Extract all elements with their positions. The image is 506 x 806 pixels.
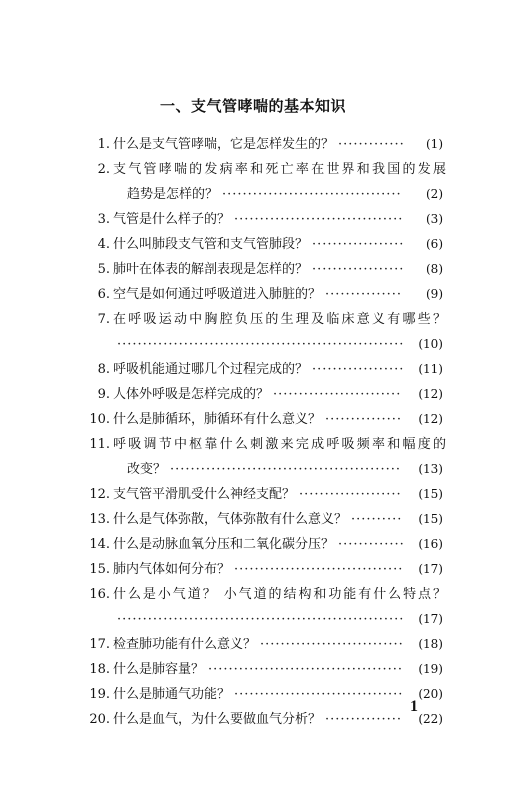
toc-page-ref: (17) [418,612,443,626]
leader-dots: ································· [234,562,404,577]
toc-entry [0,382,506,407]
toc-entry-title: 检查肺功能有什么意义？ [113,637,257,652]
toc-entry-title: 什么是支气管哮喘，它是怎样发生的？ [113,137,335,152]
toc-entry-number: 2. [97,162,110,177]
leader-dots: ································· [234,212,404,227]
leader-dots: ························································ [117,337,405,352]
toc-entry [0,707,506,732]
toc-entry [0,307,506,357]
leader-dots: ······································ [208,662,404,677]
toc-entry-title: 改变？ [127,462,167,477]
toc-entry [0,432,506,482]
toc-entry [0,157,506,207]
toc-page-ref: (12) [418,412,443,426]
toc-entry-number: 3. [97,212,110,227]
toc-entry-number: 8. [97,362,110,377]
page-number: 1 [410,698,418,715]
toc-entry-number: 9. [97,387,110,402]
toc-page-ref: (9) [426,287,443,301]
toc-entry-number: 17. [89,637,110,652]
toc-entry-title: 什么是血气，为什么要做血气分析？ [113,712,322,727]
toc-entry-title: 什么是动脉血氧分压和二氧化碳分压？ [113,537,335,552]
toc-entry-title: 什么是肺容量？ [113,662,205,677]
toc-page-ref: (20) [418,687,443,701]
toc-entry-title: 人体外呼吸是怎样完成的？ [113,387,270,402]
toc-entry [0,257,506,282]
leader-dots: ·················· [312,237,405,252]
toc-entry [0,557,506,582]
toc-page-ref: (22) [418,712,443,726]
leader-dots: ························· [273,387,402,402]
leader-dots: ··············· [325,412,403,427]
toc-entry-number: 1. [97,137,110,152]
toc-entry-number: 19. [89,687,110,702]
toc-page-ref: (16) [418,537,443,551]
toc-page-ref: (13) [418,462,443,476]
toc-page-ref: (10) [418,337,443,351]
toc-entry-number: 5. [97,262,110,277]
toc-page-ref: (1) [426,137,443,151]
toc-page-ref: (12) [418,387,443,401]
toc-entry-number: 13. [89,512,110,527]
leader-dots: ································· [234,687,404,702]
leader-dots: ············· [338,137,405,152]
toc-page-ref: (15) [418,487,443,501]
toc-entry-title: 什么是肺循环，肺循环有什么意义？ [113,412,322,427]
leader-dots: ·················· [312,362,405,377]
toc-entry [0,407,506,432]
toc-page-ref: (3) [426,212,443,226]
toc-entry-title: 在呼吸运动中胸腔负压的生理及临床意义有哪些？ [113,312,446,327]
toc-entry-title: 趋势是怎样的？ [127,187,219,202]
section-title: 一、支气管哮喘的基本知识 [159,97,346,115]
toc-entry-number: 11. [89,437,110,452]
leader-dots: ············· [338,537,405,552]
leader-dots: ··································· [222,187,402,202]
leader-dots: ···················· [299,487,402,502]
toc-page-ref: (15) [418,512,443,526]
toc-entry-number: 16. [89,587,110,602]
toc-entry-title: 呼吸调节中枢靠什么刺激来完成呼吸频率和幅度的 [113,437,446,452]
toc-entry-title: 支气管平滑肌受什么神经支配？ [113,487,296,502]
toc-entry [0,507,506,532]
toc-entry-number: 15. [89,562,110,577]
toc-entry-title: 支气管哮喘的发病率和死亡率在世界和我国的发展 [113,162,446,177]
toc-entry-title: 空气是如何通过呼吸道进入肺脏的？ [113,287,322,302]
toc-page-ref: (17) [418,562,443,576]
toc-entry-title: 气管是什么样子的？ [113,212,231,227]
leader-dots: ··············· [325,287,403,302]
leader-dots: ···························· [260,637,404,652]
toc-page-ref: (19) [418,662,443,676]
toc-page-ref: (2) [426,187,443,201]
toc-entry-number: 10. [89,412,110,427]
toc-page-ref: (11) [418,362,443,376]
leader-dots: ·················· [312,262,405,277]
toc-entry [0,232,506,257]
toc-entry [0,657,506,682]
toc-entry [0,632,506,657]
toc-entry-title: 肺内气体如何分布？ [113,562,231,577]
toc-entry [0,482,506,507]
toc-entry-number: 7. [97,312,110,327]
toc-entry-number: 6. [97,287,110,302]
leader-dots: ············································· [170,462,401,477]
toc-entry-number: 14. [89,537,110,552]
toc-entry-title: 肺叶在体表的解剖表现是怎样的？ [113,262,309,277]
toc-entry-title: 什么是气体弥散，气体弥散有什么意义？ [113,512,348,527]
toc-entry-number: 18. [89,662,110,677]
toc-entry-title: 什么是小气道？ 小气道的结构和功能有什么特点？ [113,587,446,602]
toc-entry-title: 什么是肺通气功能？ [113,687,231,702]
leader-dots: ·········· [351,512,403,527]
toc-page-ref: (8) [426,262,443,276]
toc-entry [0,207,506,232]
toc-entry-title: 呼吸机能通过哪几个过程完成的？ [113,362,309,377]
leader-dots: ··············· [325,712,403,727]
toc-entry-title: 什么叫肺段支气管和支气管肺段？ [113,237,309,252]
toc-entry [0,532,506,557]
toc-entry-number: 20. [89,712,110,727]
toc-entry-number: 4. [97,237,110,252]
toc-entry [0,582,506,632]
toc-entry [0,682,506,707]
toc-entry-number: 12. [89,487,110,502]
toc-page-ref: (6) [426,237,443,251]
toc-entry [0,132,506,157]
leader-dots: ························································ [117,612,405,627]
toc-entry [0,282,506,307]
toc-entry [0,357,506,382]
toc-page-ref: (18) [418,637,443,651]
